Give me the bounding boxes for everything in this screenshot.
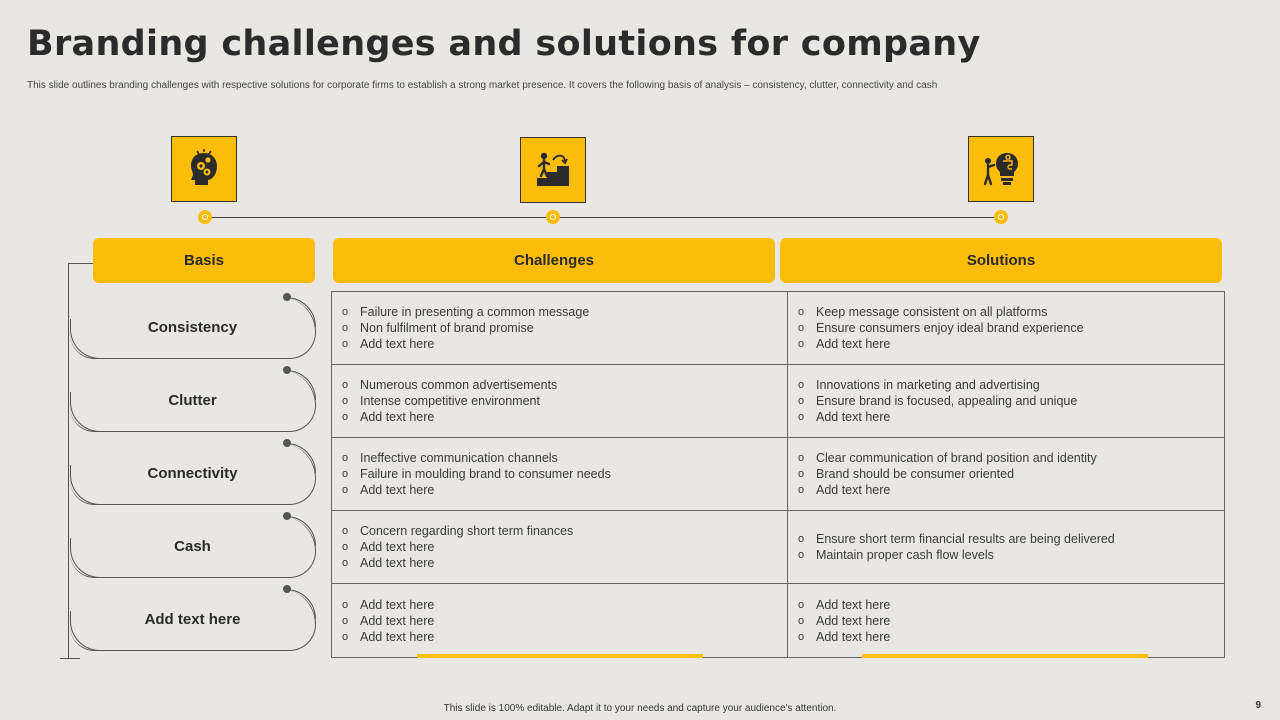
list-item: o Add text here — [342, 613, 435, 628]
list-item: o Innovations in marketing and advertising — [798, 378, 1040, 392]
list-item: o Ensure consumers enjoy ideal brand experience — [798, 321, 1084, 335]
table-row — [332, 365, 1224, 438]
list-item: o Non fulfilment of brand promise — [342, 321, 534, 335]
list-item: o Add text here — [798, 337, 891, 351]
basis-arc — [286, 443, 316, 473]
basis-label: Cash — [174, 538, 211, 555]
basis-knob — [283, 512, 291, 520]
list-item: o Add text here — [342, 337, 435, 351]
challenges-accent-bar — [417, 654, 703, 658]
page-title: Branding challenges and solutions for company — [27, 24, 981, 64]
list-item: o Add text here — [798, 629, 891, 644]
list-item: o Add text here — [342, 410, 435, 424]
challenges-cell — [332, 365, 788, 437]
basis-knob — [283, 585, 291, 593]
list-item: o Ensure short term financial results are being delivered — [798, 532, 1115, 546]
challenges-cell — [332, 584, 788, 657]
timeline-dot — [546, 210, 560, 224]
basis-arc — [286, 516, 316, 546]
basis-item — [70, 297, 316, 359]
list-item: o Maintain proper cash flow levels — [798, 548, 994, 562]
stairs-climb-icon — [531, 148, 575, 192]
basis-arc — [286, 370, 316, 400]
header-basis: Basis — [93, 238, 315, 283]
list-item: o Add text here — [798, 597, 891, 612]
list-item: o Add text here — [798, 410, 891, 424]
head-gears-icon — [182, 147, 226, 191]
list-item: o Add text here — [342, 556, 435, 570]
list-item: o Add text here — [798, 613, 891, 628]
list-item: o Failure in presenting a common message — [342, 305, 590, 319]
solutions-accent-bar — [862, 654, 1148, 658]
solutions-cell — [788, 365, 1224, 437]
list-item: o Add text here — [798, 483, 891, 497]
challenges-cell — [332, 438, 788, 510]
list-item: o Numerous common advertisements — [342, 378, 558, 392]
solutions-cell — [788, 292, 1224, 364]
solutions-cell — [788, 511, 1224, 583]
table-row — [332, 584, 1224, 657]
page-subtitle: This slide outlines branding challenges with respective solutions for corporate firms to establish a strong market presence. It covers the following basis of analysis – consistency, clutter, connectivity and cash — [27, 80, 938, 91]
list-item: o Clear communication of brand position and identity — [798, 451, 1097, 465]
basis-item — [70, 370, 316, 432]
challenges-cell — [332, 511, 788, 583]
list-item: o Add text here — [342, 597, 435, 612]
solutions-cell — [788, 584, 1224, 657]
list-item: o Add text here — [342, 483, 435, 497]
solutions-cell — [788, 438, 1224, 510]
list-item: o Intense competitive environment — [342, 394, 540, 408]
table-row — [332, 511, 1224, 584]
basis-label: Clutter — [168, 392, 217, 409]
table-row — [332, 438, 1224, 511]
basis-knob — [283, 366, 291, 374]
basis-item — [70, 516, 316, 578]
basis-arc — [286, 589, 316, 619]
list-item: o Failure in moulding brand to consumer needs — [342, 467, 611, 481]
list-item: o Brand should be consumer oriented — [798, 467, 1015, 481]
page-number: 9 — [1255, 700, 1261, 711]
basis-arc — [286, 297, 316, 327]
footer-note: This slide is 100% editable. Adapt it to your needs and capture your audience's attention. — [443, 703, 837, 714]
list-item: o Add text here — [342, 540, 435, 554]
solutions-icon-box — [968, 136, 1034, 202]
challenges-icon-box — [520, 137, 586, 203]
basis-label: Consistency — [147, 319, 238, 336]
list-item: o Add text here — [342, 629, 435, 644]
basis-item — [70, 589, 316, 651]
list-item: o Ensure brand is focused, appealing and unique — [798, 394, 1078, 408]
challenges-cell — [332, 292, 788, 364]
list-item: o Keep message consistent on all platforms — [798, 305, 1048, 319]
list-item: o Ineffective communication channels — [342, 451, 558, 465]
table-row — [332, 292, 1224, 365]
timeline-dot — [994, 210, 1008, 224]
timeline-line — [205, 217, 1001, 218]
basis-item — [70, 443, 316, 505]
challenges-solutions-table — [331, 291, 1225, 658]
basis-knob — [283, 439, 291, 447]
basis-icon-box — [171, 136, 237, 202]
timeline-dot — [198, 210, 212, 224]
list-item: o Concern regarding short term finances — [342, 524, 574, 538]
basis-knob — [283, 293, 291, 301]
header-challenges: Challenges — [333, 238, 775, 283]
header-solutions: Solutions — [780, 238, 1222, 283]
basis-label: Connectivity — [147, 465, 238, 482]
bulb-puzzle-icon — [979, 147, 1023, 191]
basis-label: Add text here — [144, 611, 241, 628]
basis-bracket-foot — [60, 658, 80, 659]
